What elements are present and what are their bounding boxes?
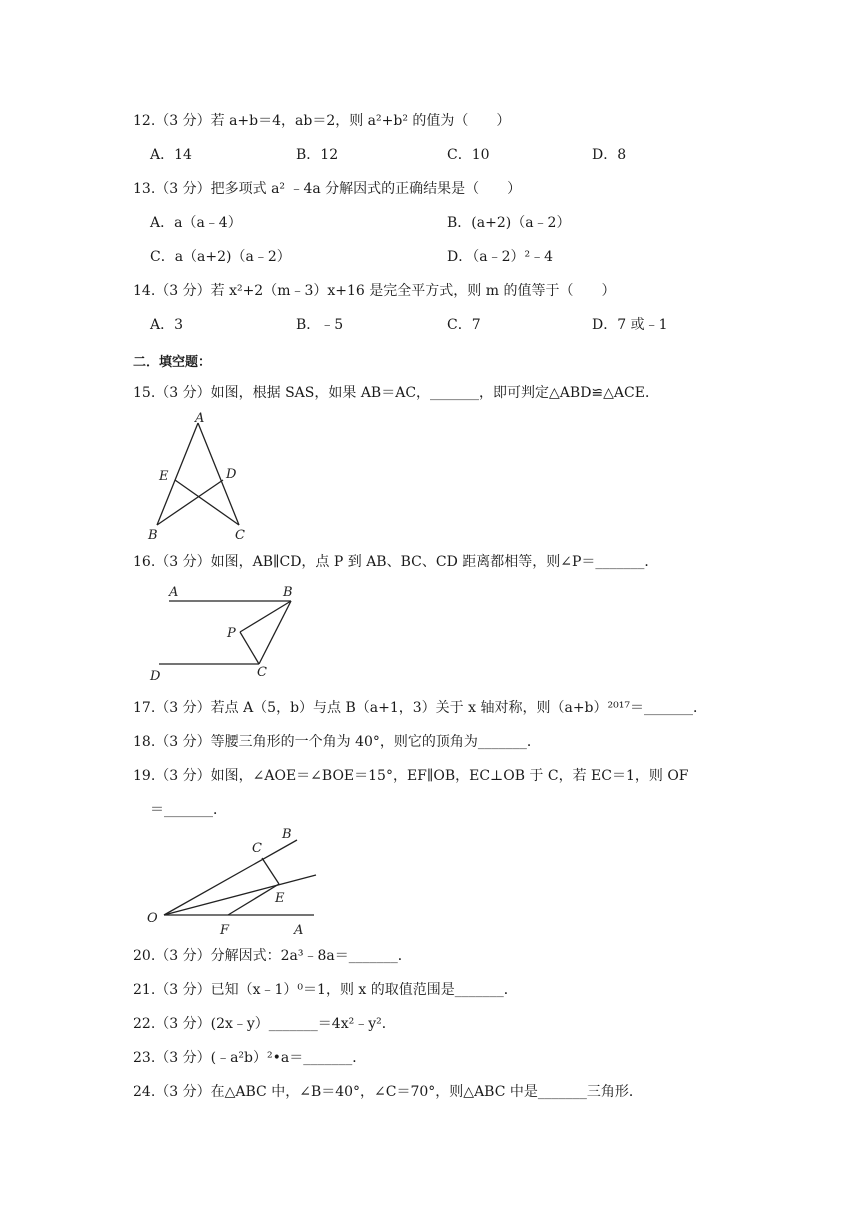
question-19-answer-line: ＝_______． — [150, 802, 227, 818]
q12-option-c: C．10 — [447, 147, 490, 163]
fig19-label-f: F — [220, 923, 230, 938]
question-14: 14.（3 分）若 x²+2（m﹣3）x+16 是完全平方式，则 m 的值等于（ ） — [133, 283, 616, 299]
q14-option-a: A．3 — [150, 317, 184, 333]
fig19-label-b: B — [282, 827, 292, 842]
figure-q16-parallel-lines — [143, 580, 313, 686]
section-heading-fill-in: 二．填空题： — [133, 355, 212, 370]
q13-option-c: C．a（a+2)（a﹣2） — [150, 249, 291, 265]
question-16: 16.（3 分）如图，AB∥CD，点 P 到 AB、BC、CD 距离都相等，则∠P＝_______． — [133, 554, 659, 570]
q14-option-c: C．7 — [447, 317, 481, 333]
question-13: 13.（3 分）把多项式 a² ﹣4a 分解因式的正确结果是（ ） — [133, 181, 522, 197]
fig15-label-b: B — [148, 528, 158, 543]
fig15-label-a: A — [195, 411, 205, 426]
fig16-label-a: A — [169, 585, 179, 600]
question-24: 24.（3 分）在△ABC 中，∠B＝40°，∠C＝70°，则△ABC 中是_______三角形． — [133, 1084, 643, 1100]
question-20: 20.（3 分）分解因式：2a³﹣8a＝_______． — [133, 948, 412, 964]
question-21: 21.（3 分）已知（x﹣1）⁰＝1，则 x 的取值范围是_______． — [133, 982, 518, 998]
question-22: 22.（3 分）(2x﹣y）_______＝4x²﹣y²． — [133, 1016, 396, 1032]
fig16-label-c: C — [257, 665, 267, 680]
fig19-label-c: C — [252, 841, 262, 856]
q12-option-a: A．14 — [150, 147, 192, 163]
q13-option-a: A．a（a﹣4） — [150, 215, 242, 231]
q12-option-d: D．8 — [592, 147, 627, 163]
question-19: 19.（3 分）如图，∠AOE＝∠BOE＝15°，EF∥OB，EC⊥OB 于 C，若 EC＝1，则 OF — [133, 768, 689, 784]
fig19-label-o: O — [147, 911, 158, 926]
fig15-label-d: D — [226, 467, 237, 482]
question-15: 15.（3 分）如图，根据 SAS，如果 AB＝AC，_______，即可判定△ABD≌△ACE． — [133, 385, 659, 401]
fig15-label-c: C — [235, 528, 245, 543]
fig19-label-e: E — [275, 891, 285, 906]
fig16-label-b: B — [283, 585, 293, 600]
q13-option-b: B．(a+2)（a﹣2） — [447, 215, 571, 231]
question-18: 18.（3 分）等腰三角形的一个角为 40°，则它的顶角为_______． — [133, 734, 541, 750]
fig19-label-a: A — [294, 923, 304, 938]
fig16-label-p: P — [227, 626, 236, 641]
figure-q19-angle — [142, 822, 327, 942]
fig15-label-e: E — [159, 469, 169, 484]
question-17: 17.（3 分）若点 A（5，b）与点 B（a+1，3）关于 x 轴对称，则（a+b）²⁰¹⁷＝_______． — [133, 700, 707, 716]
figure-q15-triangle — [140, 408, 260, 544]
q12-option-b: B．12 — [296, 147, 339, 163]
q14-option-b: B．﹣5 — [296, 317, 344, 333]
q14-option-d: D．7 或﹣1 — [592, 317, 668, 333]
fig16-label-d: D — [150, 669, 161, 684]
question-23: 23.（3 分）(﹣a²b）²•a＝_______． — [133, 1050, 367, 1066]
question-12: 12.（3 分）若 a+b＝4，ab＝2，则 a²+b² 的值为（ ） — [133, 113, 511, 129]
q13-option-d: D．（a﹣2）²﹣4 — [447, 249, 553, 265]
